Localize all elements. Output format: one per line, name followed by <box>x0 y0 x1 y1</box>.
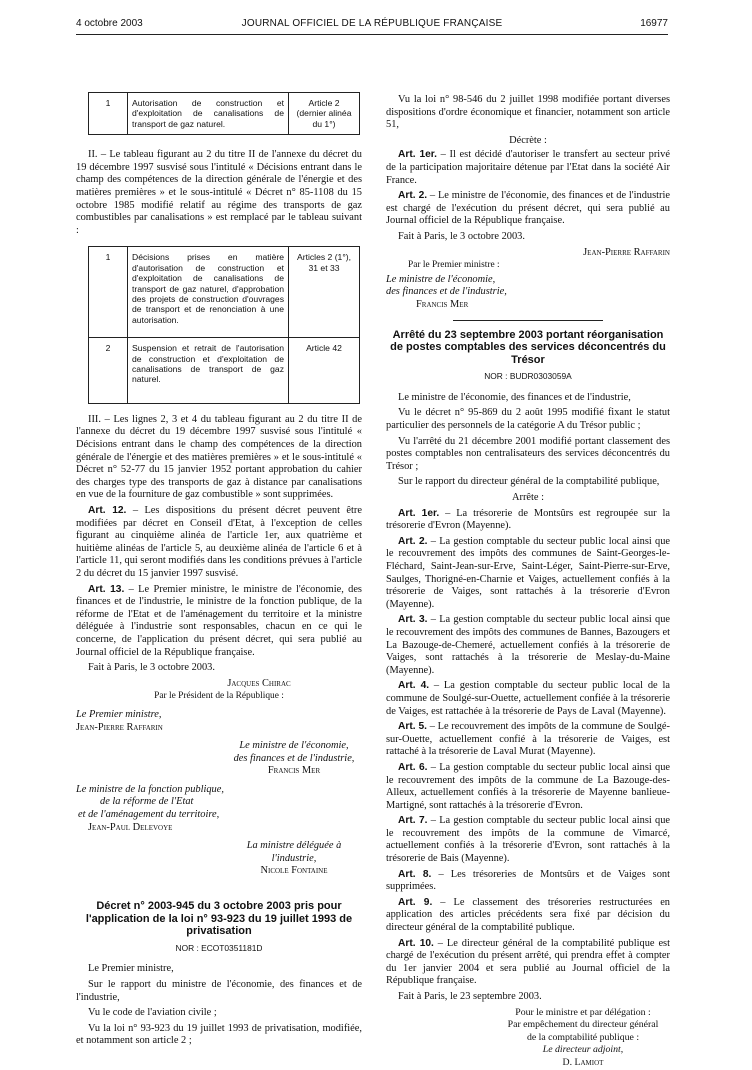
arrete-article-label: Art. 5. <box>398 721 427 733</box>
table-cell-num: 1 <box>89 93 128 135</box>
arrete-article <box>386 721 670 759</box>
min-eco-title-2: des finances et de l'industrie, <box>233 752 355 764</box>
decree-article-2 <box>386 190 670 228</box>
header-rule <box>76 34 668 35</box>
header-journal: JOURNAL OFFICIEL DE LA RÉPUBLIQUE FRANÇAISE <box>241 18 503 29</box>
arrete-article <box>386 680 670 718</box>
decree-nor: NOR : ECOT0351181D <box>175 942 263 953</box>
arrete-article <box>386 536 670 612</box>
decree-article-1 <box>386 149 670 187</box>
min-eco-title-1: Le ministre de l'économie, <box>239 740 349 752</box>
article-12-text: – Les dispositions du présent décret peuvent être modifiées par décret en Conseil d'Etat, à l'exception de celles figurant au cinquième alinéa de l'article 1er, aux quatrième et huitième alinéas de l'article 5, au deuxième alinéa de l'article 6 et à l'article 11, qui seront modifiés dans les conditions prévues à l'article 2 du décret du 15 janvier 1997 susvisé. <box>76 505 362 579</box>
by-pm: Par le Premier ministre : <box>408 260 500 271</box>
min-ind-title: La ministre déléguée à l'industrie, <box>246 840 342 864</box>
arrete-article-label: Art. 2. <box>398 535 428 547</box>
arrete-article <box>386 869 670 894</box>
arrete-para-2: Vu le décret n° 95-869 du 2 août 1995 modifié fixant le statut particulier des personnels de la catégorie A du Trésor public ; <box>386 407 670 432</box>
table-row <box>89 247 360 338</box>
table-row <box>89 93 360 135</box>
table-1 <box>88 92 360 135</box>
arrete-article-label: Art. 9. <box>398 896 433 908</box>
arrete-title: Arrêté du 23 septembre 2003 portant réorganisation de postes comptables des services déconcentrés du Trésor <box>390 328 666 366</box>
decree-para-3: Vu le code de l'aviation civile ; <box>88 1007 217 1019</box>
table-cell-num: 1 <box>89 247 128 338</box>
section-separator <box>453 320 603 321</box>
decree-article-2-label: Art. 2. <box>398 190 428 202</box>
arrete-article <box>386 762 670 812</box>
arrete-article-text: – La gestion comptable du secteur public local ainsi que le recouvrement des impôts de la commune de Vimarcé, actuellement confiés à la trésorerie d'Evron, sont rattachés à la trésorerie de Bais (Mayenne). <box>386 815 671 865</box>
min-eco-name: Francis Mer <box>267 765 321 777</box>
arrete-article <box>386 614 670 677</box>
decree-para-4: Vu la loi n° 93-923 du 19 juillet 1993 de privatisation, modifiée, et notamment son article 2 ; <box>76 1022 362 1047</box>
header-date: 4 octobre 2003 <box>76 18 143 29</box>
arrete-word: Arrête : <box>511 492 545 504</box>
right-para-1: Vu la loi n° 98-546 du 2 juillet 1998 modifiée portant diverses dispositions d'ordre économique et financier, notamment son article 51, <box>386 94 670 131</box>
table-cell-ref: Article 2 (dernier alinéa du 1°) <box>289 93 360 135</box>
arrete-article-label: Art. 4. <box>398 680 430 692</box>
arrete-article-text: – Le directeur général de la comptabilité publique est chargé de l'exécution du présent arrêté, qui prendra effet à compter du 1er janvier 2004 et sera publié au Journal officiel de la République française. <box>386 937 670 987</box>
arrete-articles <box>386 508 670 988</box>
delegation-1: Pour le ministre et par délégation : <box>515 1006 651 1018</box>
decree-article-2-text: – Le ministre de l'économie, des finances et de l'industrie est chargé de l'exécution du présent décret, qui sera publié au Journal officiel de la République française. <box>386 190 671 227</box>
min-fp-title-1: Le ministre de la fonction publique, <box>76 783 224 795</box>
decree-done-at: Fait à Paris, le 3 octobre 2003. <box>398 230 525 242</box>
arrete-done-at: Fait à Paris, le 23 septembre 2003. <box>398 991 542 1002</box>
decree-article-1-text: – Il est décidé d'autoriser le transfert au secteur privé de la participation majoritaire détenue par l'Etat dans la société Air France. <box>386 149 670 186</box>
done-at: Fait à Paris, le 3 octobre 2003. <box>88 662 215 674</box>
pm-name: Jean-Pierre Raffarin <box>76 721 163 733</box>
arrete-article <box>386 938 670 988</box>
decree-article-1-label: Art. 1er. <box>398 149 438 161</box>
left-column <box>76 92 362 1051</box>
decree-signer: Jean-Pierre Raffarin <box>583 246 670 258</box>
decrete: Décrète : <box>509 134 547 146</box>
delegation-3: de la comptabilité publique : <box>526 1031 640 1043</box>
table-cell-desc: Autorisation de construction et d'exploitation de canalisations de transport de gaz naturel. <box>128 93 289 135</box>
pm-title: Le Premier ministre, <box>76 708 162 720</box>
arrete-para-4: Sur le rapport du directeur général de la comptabilité publique, <box>398 476 660 488</box>
arrete-article-text: – La gestion comptable du secteur public local ainsi que le recouvrement des impôts de la commune de La Bazouge-des-Alleux, actuellement confiés à la trésorerie de Mayenne banlieue-Martigné, sont rattachés à la trésorerie d'Evron. <box>386 761 671 811</box>
arrete-article-text: – La gestion comptable du secteur public local ainsi que le recouvrement des impôts des communes de Bannes, Bazougers et La Bazouge-de-Chemeré, actuellement confiés à la trésorerie de Vaiges, sont rattachés à la trésorerie de Meslay-du-Maine (Mayenne). <box>386 614 671 676</box>
delegation-2: Par empêchement du directeur général <box>507 1019 659 1031</box>
table-cell-desc: Décisions prises en matière d'autorisation de construction et d'exploitation de canalisations de transport de gaz naturel, d'approbation des projets de construction d'ouvrages de transport et de renonciation à une autorisation. <box>128 247 289 338</box>
arrete-article-label: Art. 8. <box>398 868 432 880</box>
table-cell-ref: Article 42 <box>289 338 360 404</box>
arrete-article <box>386 815 670 865</box>
delegation-name: D. Lamiot <box>562 1056 604 1068</box>
arrete-article-label: Art. 10. <box>398 937 434 949</box>
table-cell-desc: Suspension et retrait de l'autorisation de construction et d'exploitation de canalisations de transport de gaz naturel. <box>128 338 289 404</box>
header-page-number: 16977 <box>640 18 668 29</box>
article-13 <box>76 584 362 660</box>
article-13-text: – Le Premier ministre, le ministre de l'économie, des finances et de l'industrie, le ministre de la fonction publique, de la réforme de l'Etat et de l'aménagement du territoire et la ministre déléguée à l'industrie sont responsables, chacun en ce qui le concerne, de l'application du présent décret, qui sera publié au Journal officiel de la République française. <box>76 583 362 658</box>
arrete-nor: NOR : BUDR0303059A <box>484 371 572 382</box>
arrete-article-text: – Les trésoreries de Montsûrs et de Vaiges sont supprimées. <box>386 868 671 893</box>
decree-min-name: Francis Mer <box>416 298 469 310</box>
page-header <box>76 18 668 32</box>
article-12 <box>76 505 362 581</box>
arrete-article <box>386 508 670 533</box>
arrete-article-label: Art. 6. <box>398 761 428 773</box>
arrete-article-text: – La gestion comptable du secteur public local de la commune de Soulgé-sur-Ouette, actuellement confiée à la trésorerie de Vaiges, est rattachée à la trésorerie de Pays de Laval (Mayenne). <box>386 680 670 717</box>
arrete-article-text: – La gestion comptable du secteur public local ainsi que le recouvrement des impôts des communes de Saint-Georges-le-Fléchard, Saint-Jean-sur-Erve, Saint-Léger, Saint-Pierre-sur-Erve, Saulges, Thorigné-en-Charnie et Vaiges, actuellement confiés à la trésorerie de Vaiges, sont rattachés à la trésorerie d'Evron (Mayenne). <box>386 535 671 610</box>
decree-min-title-2: des finances et de l'industrie, <box>386 286 507 298</box>
decree-title: Décret n° 2003-945 du 3 octobre 2003 pris pour l'application de la loi n° 93-923 du 19 juillet 1993 de privatisation <box>85 900 353 938</box>
signer-president: Jacques Chirac <box>227 677 291 689</box>
min-ind-name: Nicole Fontaine <box>260 865 328 877</box>
arrete-article-label: Art. 1er. <box>398 507 440 519</box>
min-fp-title-3: et de l'aménagement du territoire, <box>78 809 220 821</box>
decree-para-1: Le Premier ministre, <box>88 963 174 975</box>
table-cell-ref: Articles 2 (1°), 31 et 33 <box>289 247 360 338</box>
decree-min-title-1: Le ministre de l'économie, <box>386 273 496 285</box>
delegation-4: Le directeur adjoint, <box>542 1044 624 1056</box>
paragraph-iii: III. – Les lignes 2, 3 et 4 du tableau figurant au 2 du titre II de l'annexe du décret du 19 décembre 1997 susvisé sous l'intitulé « Décisions entrant dans le champ des compétences de la direction générale de l'énergie et des matières premières » et le sous-intitulé « Décret n° 52-77 du 15 janvier 1952 portant approbation du cahier des charges type des transports de gaz à distance par canalisations en vue de la fourniture de gaz combustible » sont supprimées. <box>76 413 362 501</box>
table-row <box>89 338 360 404</box>
arrete-article-text: – La trésorerie de Montsûrs est regroupée sur la trésorerie d'Evron (Mayenne). <box>386 507 670 532</box>
by-president: Par le Président de la République : <box>154 691 284 702</box>
arrete-para-1: Le ministre de l'économie, des finances et de l'industrie, <box>398 391 631 403</box>
arrete-para-3: Vu l'arrêté du 21 décembre 2001 modifié portant classement des postes comptables non centralisateurs des services déconcentrés du Trésor ; <box>386 435 670 472</box>
arrete-article-text: – Le classement des trésoreries restructurées en application des articles précédents sera fixé par décision du directeur général de la comptabilité publique. <box>386 896 671 934</box>
table-cell-num: 2 <box>89 338 128 404</box>
decree-para-2: Sur le rapport du ministre de l'économie, des finances et de l'industrie, <box>76 979 362 1003</box>
arrete-article <box>386 897 670 935</box>
arrete-article-text: – Le recouvrement des impôts de la commune de Soulgé-sur-Ouette, actuellement confié à la trésorerie de Vaiges, est rattaché à la trésorerie de Laval Murat (Mayenne). <box>386 721 670 758</box>
min-fp-title-2: de la réforme de l'Etat <box>100 796 194 808</box>
arrete-article-label: Art. 3. <box>398 614 428 626</box>
min-fp-name: Jean-Paul Delevoye <box>88 821 173 833</box>
article-12-label: Art. 12. <box>88 505 127 516</box>
table-2 <box>88 246 360 403</box>
article-13-label: Art. 13. <box>88 583 125 595</box>
paragraph-ii: II. – Le tableau figurant au 2 du titre II de l'annexe du décret du 19 décembre 1997 susvisé sous l'intitulé « Décisions entrant dans le champ des compétences de la direction générale de l'énergie et des matières premières » et le sous-intitulé « Décret n° 85-1108 du 15 octobre 1985 modifié relatif au régime des transports de gaz combustibles par canalisations » est remplacé par le tableau suivant : <box>76 149 362 236</box>
right-column <box>386 94 670 1070</box>
arrete-article-label: Art. 7. <box>398 815 428 827</box>
